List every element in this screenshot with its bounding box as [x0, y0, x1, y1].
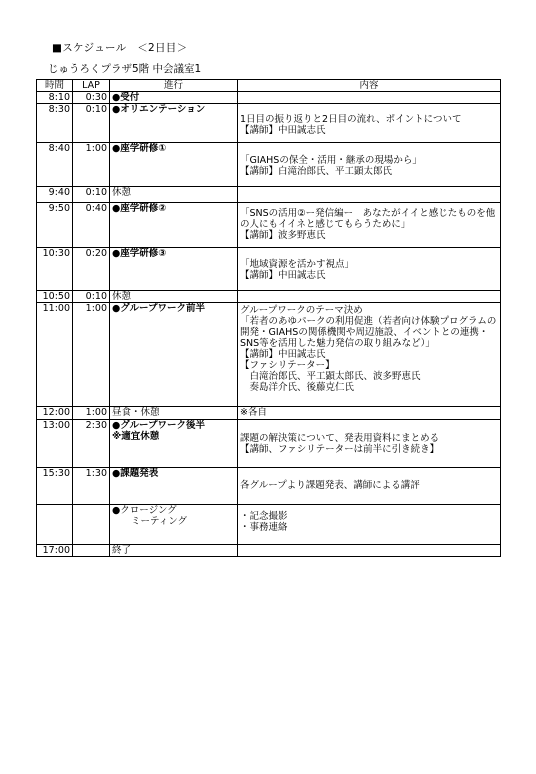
table-row [37, 143, 501, 187]
column-header-agenda: 進行 [110, 80, 238, 92]
lap-cell: 1:30 [73, 468, 110, 505]
content-cell: 各グループより課題発表、講師による講評 [238, 468, 501, 505]
lap-cell: 0:10 [73, 187, 110, 203]
agenda-cell: ●オリエンテーション [110, 104, 238, 143]
time-cell: 8:10 [37, 92, 73, 104]
table-row [37, 505, 501, 545]
table-header-row [37, 80, 501, 92]
time-cell: 12:00 [37, 407, 73, 420]
time-cell: 9:50 [37, 203, 73, 248]
table-row [37, 545, 501, 557]
venue-label: じゅうろくプラザ5階 中会議室1 [48, 63, 202, 75]
content-cell: 課題の解決策について、発表用資料にまとめる 【講師、ファシリテーターは前半に引き続き】 [238, 420, 501, 468]
agenda-cell: ●座学研修① [110, 143, 238, 187]
content-cell [238, 545, 501, 557]
table-row [37, 407, 501, 420]
agenda-cell: ●座学研修③ [110, 248, 238, 291]
time-cell: 11:00 [37, 303, 73, 407]
content-cell: グループワークのテーマ決め 「若者のあゆパークの利用促進（若者向け体験プログラムの開発・GIAHSの関係機関や周辺施設、イベントとの連携・SNS等を活用した魅力発信の取り組みなど）」 【講師】中田誠志氏 【ファシリテーター】 白滝治郎氏、平工顕太郎氏、波多野恵氏 奏島洋介氏、後藤克仁氏 [238, 303, 501, 407]
schedule-table [36, 79, 501, 557]
table-row [37, 248, 501, 291]
agenda-cell: ●グループワーク前半 [110, 303, 238, 407]
agenda-cell: 終了 [110, 545, 238, 557]
table-row [37, 303, 501, 407]
table-row [37, 187, 501, 203]
lap-cell: 1:00 [73, 407, 110, 420]
lap-cell: 0:30 [73, 92, 110, 104]
content-cell: 「GIAHSの保全・活用・継承の現場から」 【講師】白滝治郎氏、平工顕太郎氏 [238, 143, 501, 187]
lap-cell: 0:40 [73, 203, 110, 248]
agenda-cell: ●座学研修② [110, 203, 238, 248]
time-cell: 10:30 [37, 248, 73, 291]
agenda-cell: 昼食・休憩 [110, 407, 238, 420]
lap-cell: 1:00 [73, 303, 110, 407]
time-cell: 15:30 [37, 468, 73, 505]
agenda-cell: ●グループワーク後半 ※適宜休憩 [110, 420, 238, 468]
agenda-cell: ●受付 [110, 92, 238, 104]
time-cell: 10:50 [37, 291, 73, 303]
schedule-body [37, 92, 501, 557]
page-title: ■スケジュール ＜2日目＞ [52, 42, 188, 54]
lap-cell [73, 505, 110, 545]
table-row [37, 291, 501, 303]
lap-cell [73, 545, 110, 557]
content-cell: 「SNSの活用②ー発信編ー あなたがイイと感じたものを他の人にもイイネと感じてもらうために」 【講師】波多野恵氏 [238, 203, 501, 248]
column-header-lap: LAP [73, 80, 110, 92]
content-cell: 1日目の振り返りと2日目の流れ、ポイントについて 【講師】中田誠志氏 [238, 104, 501, 143]
table-row [37, 203, 501, 248]
lap-cell: 0:20 [73, 248, 110, 291]
column-header-time: 時間 [37, 80, 73, 92]
agenda-cell: 休憩 [110, 291, 238, 303]
lap-cell: 2:30 [73, 420, 110, 468]
table-row [37, 420, 501, 468]
time-cell: 17:00 [37, 545, 73, 557]
time-cell: 8:30 [37, 104, 73, 143]
time-cell: 13:00 [37, 420, 73, 468]
content-cell: ・記念撮影 ・事務連絡 [238, 505, 501, 545]
time-cell: 8:40 [37, 143, 73, 187]
content-cell: ※各自 [238, 407, 501, 420]
content-cell [238, 187, 501, 203]
table-row [37, 92, 501, 104]
content-cell [238, 291, 501, 303]
agenda-cell: ●課題発表 [110, 468, 238, 505]
agenda-cell: ●クロージング ミーティング [110, 505, 238, 545]
lap-cell: 0:10 [73, 104, 110, 143]
content-cell: 「地域資源を活かす視点」 【講師】中田誠志氏 [238, 248, 501, 291]
time-cell [37, 505, 73, 545]
table-row [37, 468, 501, 505]
table-row [37, 104, 501, 143]
time-cell: 9:40 [37, 187, 73, 203]
content-cell [238, 92, 501, 104]
lap-cell: 0:10 [73, 291, 110, 303]
lap-cell: 1:00 [73, 143, 110, 187]
column-header-content: 内容 [238, 80, 501, 92]
agenda-cell: 休憩 [110, 187, 238, 203]
